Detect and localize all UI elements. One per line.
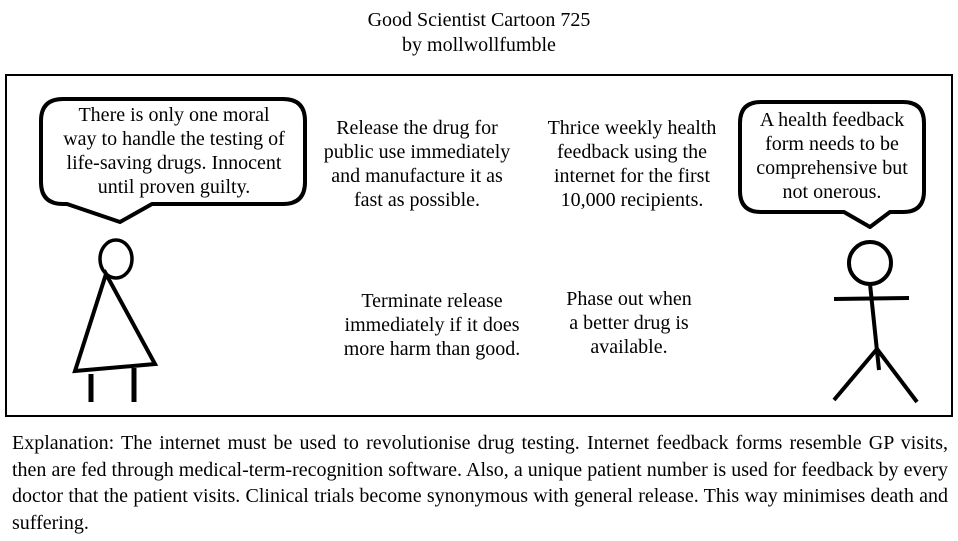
figure-right-leg (877, 349, 917, 402)
note-text-line: internet for the first (553, 165, 711, 187)
bubble-text-line: way to handle the testing of (63, 128, 285, 150)
cartoon-panel (5, 74, 953, 417)
cartoon-title-line1: Good Scientist Cartoon 725 (367, 9, 591, 31)
speech-bubble-right (737, 99, 927, 231)
note-text-line: available. (590, 336, 668, 358)
stick-figure-woman (60, 230, 170, 410)
note-text-line: Release the drug for (336, 117, 498, 139)
note-text-line: fast as possible. (353, 189, 481, 211)
bubble-text-line: life-saving drugs. Innocent (66, 152, 282, 174)
note-text-line: Thrice weekly health (547, 117, 717, 139)
figure-arms (834, 298, 909, 299)
note-phase-out (545, 287, 713, 359)
note-text-line: Terminate release (361, 290, 503, 312)
note-text-line: more harm than good. (343, 338, 521, 360)
note-text-line: and manufacture it as (331, 165, 503, 187)
cartoon-byline: by mollwollfumble (402, 34, 556, 56)
bubble-text-line: form needs to be (765, 133, 899, 155)
note-text-line: 10,000 recipients. (560, 189, 704, 211)
note-text-line: immediately if it does (344, 314, 520, 336)
note-text-line: a better drug is (569, 312, 689, 334)
figure-head (849, 242, 891, 284)
note-release-drug (300, 116, 534, 212)
bubble-text-line: not onerous. (782, 181, 882, 203)
note-health-feedback (535, 116, 729, 212)
note-text-line: Phase out when (566, 288, 692, 310)
stick-figure-man (817, 226, 927, 408)
bubble-text-line: There is only one moral (78, 104, 270, 126)
speech-bubble-left-text (48, 103, 300, 199)
speech-bubble-right-text (744, 108, 920, 204)
stick-figure-woman-icon (60, 230, 170, 410)
note-text-line: feedback using the (557, 141, 707, 163)
figure-dress-triangle (75, 274, 155, 371)
bubble-text-line: comprehensive but (756, 157, 908, 179)
note-text-line: public use immediately (323, 141, 511, 163)
bubble-text-line: until proven guilty. (97, 176, 251, 198)
explanation-text: Explanation: The internet must be used to revolutionise drug testing. Internet feedback forms resemble GP visits, then are fed through medical-term-recognition software. Also, a unique patient number is used for feedback by every doctor that the patient visits. Clinical trials become synonymous with general release. This way minimises death and suffering. (12, 432, 948, 534)
stick-figure-man-icon (817, 226, 927, 408)
speech-bubble-left (38, 96, 310, 230)
bubble-text-line: A health feedback (759, 109, 905, 131)
note-terminate-release (320, 289, 544, 361)
cartoon-title (0, 8, 958, 58)
figure-left-leg (834, 349, 877, 400)
